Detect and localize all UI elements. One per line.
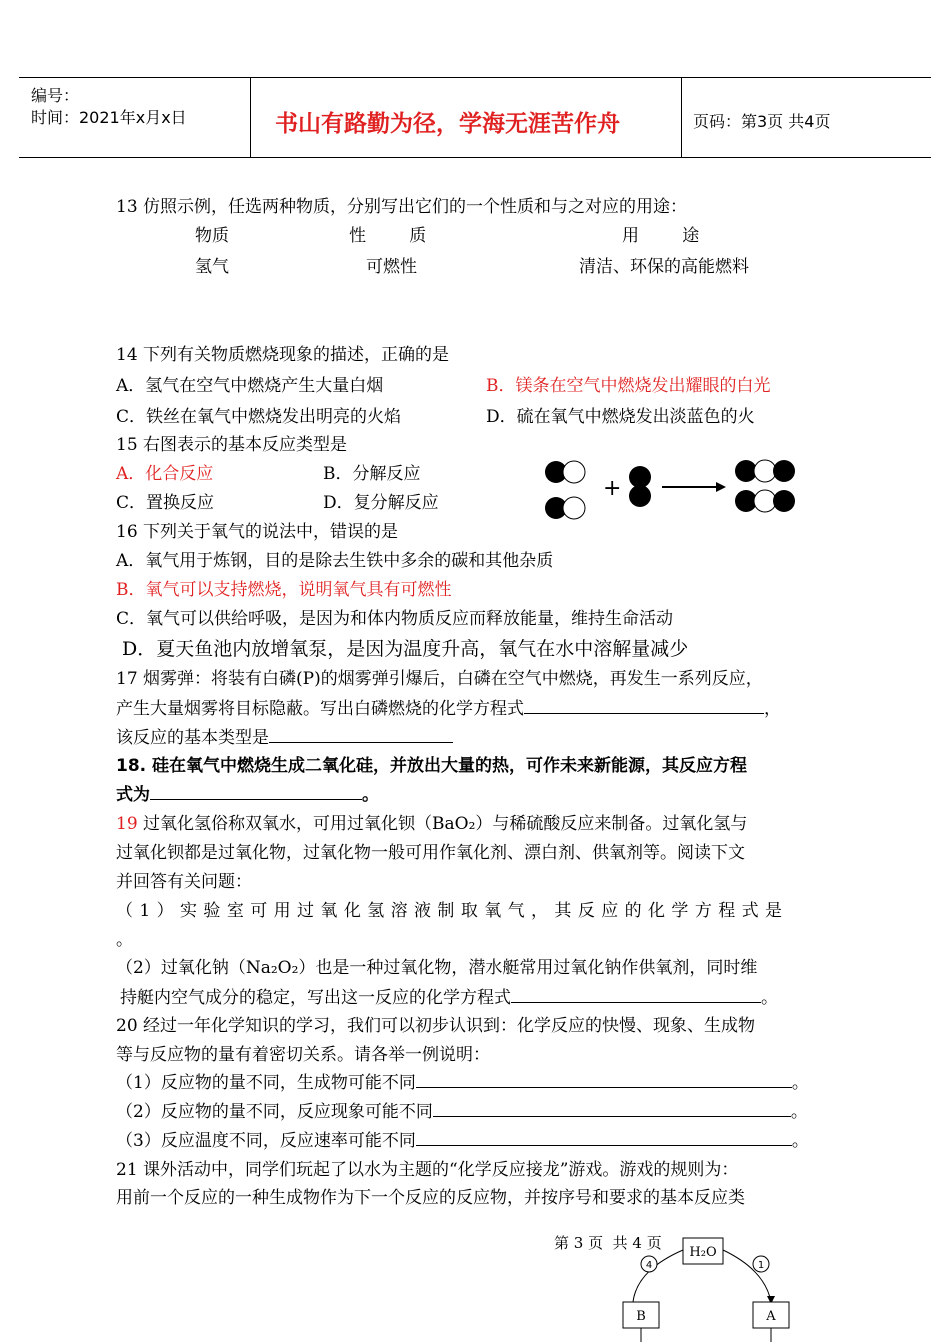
q19-equation-blank[interactable] <box>511 984 761 1003</box>
q17-equation-blank[interactable] <box>524 695 764 714</box>
q20-item3-blank[interactable] <box>416 1127 792 1146</box>
q19-part2-line2 <box>120 983 778 1008</box>
q21-line1: 21 课外活动中，同学们玩起了以水为主题的“化学反应接龙”游戏。游戏的规则为： <box>116 1160 739 1180</box>
q16-option-a: A．氧气用于炼钢，目的是除去生铁中多余的碳和其他杂质 <box>116 551 554 571</box>
q16-option-d: D．夏天鱼池内放增氧泵，是因为温度升高，氧气在水中溶解量减少 <box>122 638 689 660</box>
q20-item2-text: （2）反应物的量不同，反应现象可能不同 <box>116 1102 433 1122</box>
q13-example-substance: 氢气 <box>195 257 229 277</box>
q19-part1: （1）实验室可用过氧化氢溶液制取氧气，其反应的化学方程式是 <box>116 901 789 921</box>
q15-option-a: A．化合反应 <box>116 464 214 484</box>
q18-line2-text: 式为 <box>116 785 150 805</box>
page-footer: 第 3 页 共 4 页 <box>554 1234 662 1252</box>
q20-item2 <box>116 1097 808 1122</box>
q17-line1: 17 烟雾弹：将装有白磷(P)的烟雾弹引爆后，白磷在空气中燃烧，再发生一系列反应， <box>116 669 763 689</box>
q15-text: 15 右图表示的基本反应类型是 <box>116 435 348 455</box>
header-number-label: 编号： <box>31 86 80 105</box>
q19-line2: 过氧化钡都是过氧化物，过氧化物一般可用作氧化剂、漂白剂、供氧剂等。阅读下文 <box>116 843 745 863</box>
q20-item3 <box>116 1126 809 1151</box>
q13-col-substance: 物质 <box>195 226 229 246</box>
q17-line2-text: 产生大量烟雾将目标隐蔽。写出白磷燃烧的化学方程式 <box>116 699 524 719</box>
q13-text: 13 仿照示例，任选两种物质，分别写出它们的一个性质和与之对应的用途： <box>116 197 688 217</box>
q19-part2-line2-text: 持艇内空气成分的稳定，写出这一反应的化学方程式 <box>120 988 511 1008</box>
q20-item2-end: 。 <box>790 1102 808 1122</box>
q15-option-d: D．复分解反应 <box>323 493 439 513</box>
q13-example-use: 清洁、环保的高能燃料 <box>579 257 749 277</box>
header-divider-left <box>250 78 251 157</box>
product-molecule-1 <box>735 460 795 482</box>
q19-line1 <box>116 809 747 834</box>
product-molecule-2 <box>735 490 795 512</box>
q19-number: 19 <box>116 814 138 834</box>
q16-option-b: B．氧气可以支持燃烧，说明氧气具有可燃性 <box>116 580 452 600</box>
header-page-label: 页码：第3页 共4页 <box>693 112 831 131</box>
reaction-cycle-diagram <box>615 1230 800 1342</box>
q14-option-d: D．硫在氧气中燃烧发出淡蓝色的火 <box>486 407 755 427</box>
box-water-label: H₂O <box>689 1245 717 1260</box>
cycle-arc-left <box>633 1250 683 1302</box>
q14-text: 14 下列有关物质燃烧现象的描述，正确的是 <box>116 345 450 365</box>
q13-col-property: 性 质 <box>349 226 427 246</box>
q17-type-blank[interactable] <box>269 724 453 743</box>
q18-line1: 18. 硅在氧气中燃烧生成二氧化硅，并放出大量的热，可作未来新能源，其反应方程 <box>116 756 748 776</box>
q14-option-a: A．氢气在空气中燃烧产生大量白烟 <box>116 376 384 396</box>
header-time-label: 时间：2021年x月x日 <box>31 108 187 127</box>
header-motto: 书山有路勤为径，学海无涯苦作舟 <box>275 111 620 137</box>
q13-col-use: 用 途 <box>622 226 700 246</box>
q20-item1-end: 。 <box>791 1073 809 1093</box>
q19-part2-end: 。 <box>761 988 778 1008</box>
q20-item1-text: （1）反应物的量不同，生成物可能不同 <box>116 1073 416 1093</box>
q15-option-c: C．置换反应 <box>116 493 215 513</box>
q15-option-b: B．分解反应 <box>323 464 421 484</box>
q14-option-b: B．镁条在空气中燃烧发出耀眼的白光 <box>486 376 771 396</box>
q16-text: 16 下列关于氧气的说法中，错误的是 <box>116 522 399 542</box>
header-divider-right <box>681 78 682 157</box>
q20-item1-blank[interactable] <box>416 1069 792 1088</box>
q18-equation-blank[interactable] <box>150 781 362 800</box>
q20-item3-text: （3）反应温度不同，反应速率可能不同 <box>116 1131 416 1151</box>
q19-part2-line1: （2）过氧化钠（Na₂O₂）也是一种过氧化物，潜水艇常用过氧化钠作供氧剂，同时维 <box>116 958 758 978</box>
box-b-label: B <box>636 1309 646 1324</box>
q21-line2: 用前一个反应的一种生成物作为下一个反应的反应物，并按序号和要求的基本反应类 <box>116 1188 745 1208</box>
q14-option-c: C．铁丝在氧气中燃烧发出明亮的火焰 <box>116 407 402 427</box>
reaction-arrow <box>662 482 726 492</box>
q18-line2-end: 。 <box>362 785 379 805</box>
reactant-molecule-2 <box>545 497 585 519</box>
q13-example-property: 可燃性 <box>366 257 417 277</box>
reaction-diagram <box>540 454 810 526</box>
q19-part1-end: 。 <box>116 930 133 950</box>
q17-line3-text: 该反应的基本类型是 <box>116 728 269 748</box>
q20-line1: 20 经过一年化学知识的学习，我们可以初步认识到：化学反应的快慢、现象、生成物 <box>116 1016 756 1036</box>
q16-option-c: C．氧气可以供给呼吸，是因为和体内物质反应而释放能量，维持生命活动 <box>116 609 674 629</box>
q20-item3-end: 。 <box>791 1131 809 1151</box>
q17-line2-end: ， <box>764 699 781 719</box>
reactant-molecule-3 <box>629 466 651 507</box>
page-header <box>19 77 931 158</box>
q17-line3 <box>116 723 453 748</box>
reactant-molecule-1 <box>545 461 585 483</box>
plus-sign: + <box>603 476 622 501</box>
q20-item1 <box>116 1068 809 1093</box>
q17-line2 <box>116 694 781 719</box>
q19-line1-text: 过氧化氢俗称双氧水，可用过氧化钡（BaO₂）与稀硫酸反应来制备。过氧化氢与 <box>137 814 748 834</box>
step-1-label: 1 <box>757 1260 765 1271</box>
q20-item2-blank[interactable] <box>433 1098 791 1117</box>
q19-line3: 并回答有关问题： <box>116 872 252 892</box>
box-a-label: A <box>766 1309 776 1324</box>
q18-line2 <box>116 780 379 805</box>
q20-line2: 等与反应物的量有着密切关系。请各举一例说明： <box>116 1045 490 1065</box>
step-4-label: 4 <box>645 1260 653 1271</box>
